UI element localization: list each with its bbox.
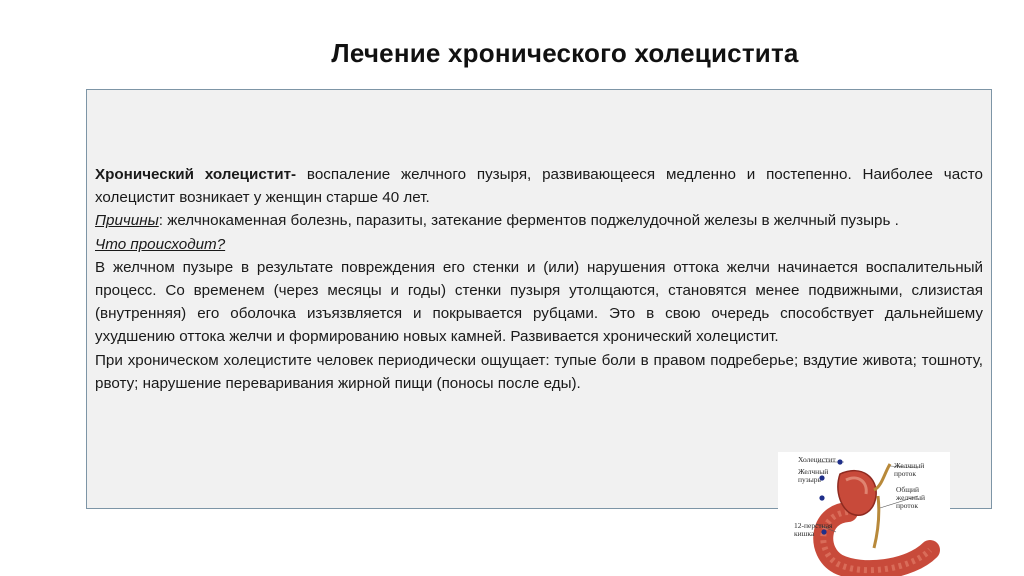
content-box — [86, 89, 992, 509]
what-happens-heading — [95, 233, 983, 256]
gallbladder-anatomy-illustration — [778, 452, 950, 576]
label-duodenum: 12-перстная кишка — [794, 521, 833, 538]
marker-dot — [837, 459, 842, 464]
causes-text: : желчнокаменная болезнь, паразиты, затекание ферментов поджелудочной железы в желчный пузырь . — [158, 212, 899, 230]
text-block — [95, 163, 983, 395]
symptoms-paragraph: При хроническом холецистите человек периодически ощущает: тупые боли в правом подреберье; вздутие живота; тошноту, рвоту; нарушение переваривания жирной пищи (поносы после еды). — [95, 351, 983, 392]
bile-duct-shape — [874, 464, 890, 490]
label-common-duct: Общий желчный проток — [896, 485, 925, 510]
causes-label: Причины — [95, 212, 159, 230]
definition-paragraph — [95, 163, 983, 209]
what-happens-paragraph: В желчном пузыре в результате повреждения его стенки и (или) нарушения оттока желчи начинается воспалительный процесс. Со временем (через месяцы и годы) стенки пузыря утолщаются, становятся менее подвижными, слизистая (внутренняя) его оболочка изъязвляется и покрывается рубцами. Это в свою очередь способствует дальнейшему ухудшению оттока желчи и формированию новых камней. Развивается хронический холецистит. — [95, 258, 983, 346]
definition-term: Хронический холецистит- — [95, 166, 297, 183]
label-gall-tract: Желчный проток — [894, 461, 925, 478]
label-gallbladder: Желчный пузырь — [798, 467, 829, 484]
definition-text: воспаление желчного пузыря, развивающееся медленно и постепенно. Наиболее часто холецистит возникает у женщин старше 40 лет. — [95, 166, 983, 207]
causes-paragraph — [95, 209, 983, 232]
slide-title: Лечение хронического холецистита — [331, 38, 799, 68]
marker-dot — [819, 495, 824, 500]
label-cholecystitis: Холецистит — [798, 455, 836, 464]
what-happens-label: Что происходит? — [95, 235, 226, 253]
